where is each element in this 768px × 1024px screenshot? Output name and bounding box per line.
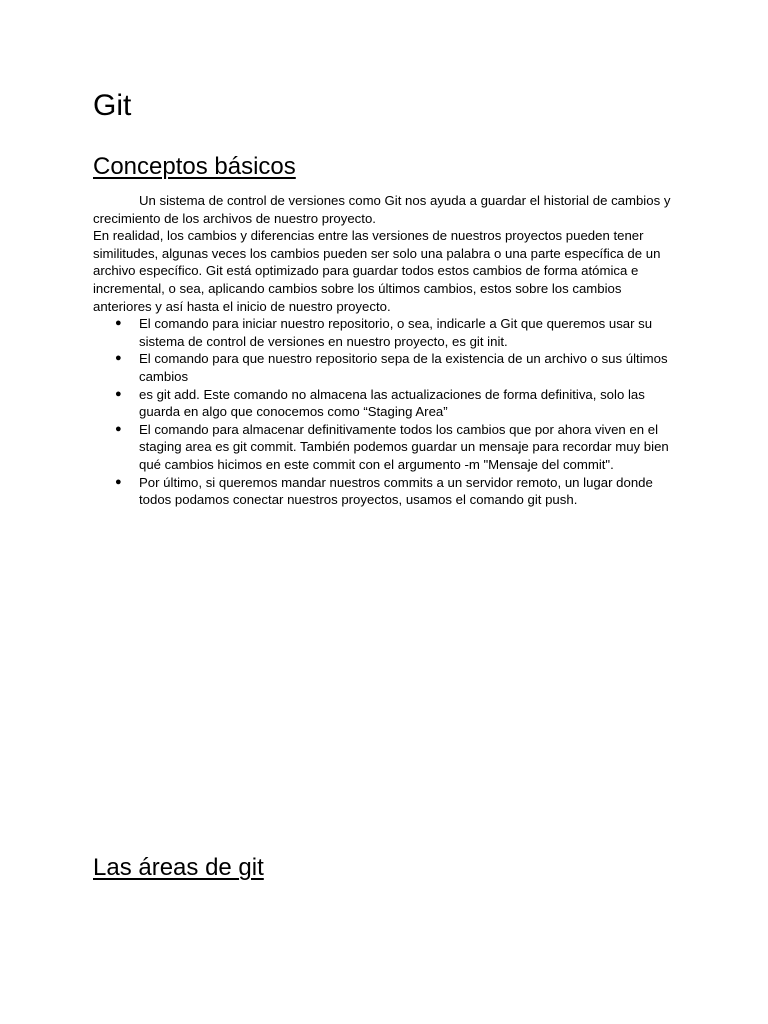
list-item-text: es git add. Este comando no almacena las actualizaciones de forma definitiva, solo las guarda en algo que conocemos como “Staging Area”: [139, 386, 645, 420]
bullet-icon: ●: [115, 475, 122, 488]
list-item-text: El comando para que nuestro repositorio sepa de la existencia de un archivo o sus últimos cambios: [139, 351, 668, 384]
bullet-icon: ●: [115, 422, 122, 435]
document-title: Git: [93, 89, 132, 122]
list-item-text: El comando para iniciar nuestro repositorio, o sea, indicarle a Git que queremos usar su sistema de control de versiones en nuestro proyecto, es git init.: [139, 316, 653, 349]
list-item: [93, 386, 673, 421]
bullet-icon: ●: [115, 317, 122, 330]
bullet-icon: ●: [115, 387, 122, 400]
list-item: [93, 474, 673, 509]
bullet-icon: ●: [115, 352, 122, 365]
section-heading-conceptos-basicos: Conceptos básicos: [93, 153, 296, 180]
section-heading-areas-de-git: Las áreas de git: [93, 854, 264, 881]
list-item: [93, 315, 673, 350]
paragraph-intro: Un sistema de control de versiones como Git nos ayuda a guardar el historial de cambios y crecimiento de los archivos de nuestro proyecto.: [93, 193, 671, 226]
bullet-list: [93, 315, 673, 509]
list-item: [93, 350, 673, 385]
list-item-text: El comando para almacenar definitivamente todos los cambios que por ahora viven en el staging area es git commit. También podemos guardar un mensaje para recordar muy bien qué cambios hicimos en este commit con el argumento -m "Mensaje del commit".: [139, 421, 669, 472]
list-item: [93, 421, 673, 474]
list-item-text: Por último, si queremos mandar nuestros commits a un servidor remoto, un lugar donde todos podamos conectar nuestros proyectos, usamos el comando git push.: [139, 474, 653, 508]
paragraph-details: En realidad, los cambios y diferencias entre las versiones de nuestros proyectos pueden tener similitudes, algunas veces los cambios pueden ser solo una palabra o una parte específica de un archivo específico. Git está optimizado para guardar todos estos cambios de forma atómica e incremental, o sea, aplicando cambios sobre los últimos cambios, estos sobre los cambios anteriores y así hasta el inicio de nuestro proyecto.: [93, 228, 661, 314]
section-body-conceptos-basicos: [93, 192, 673, 509]
